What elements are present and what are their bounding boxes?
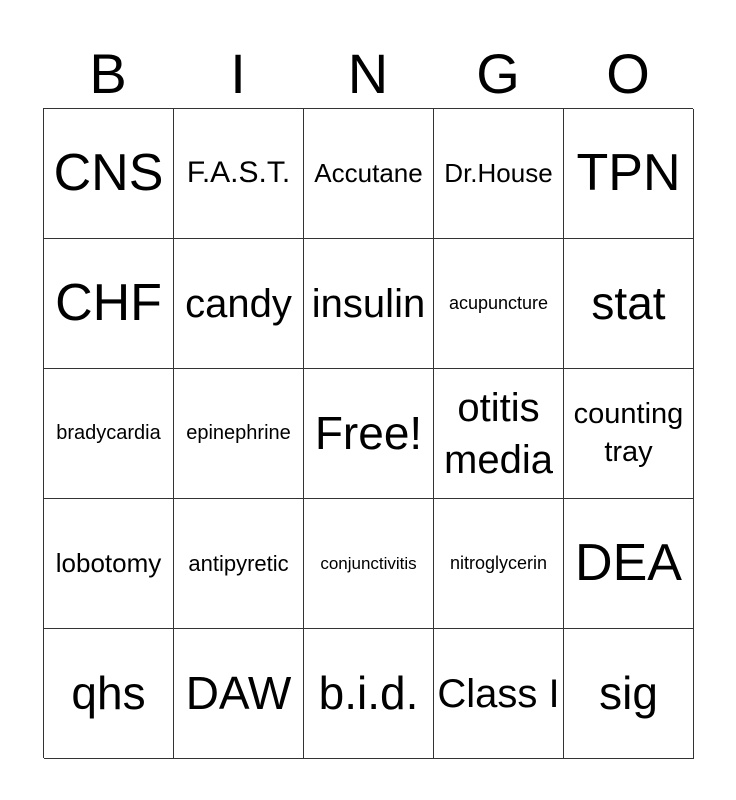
bingo-cell-r5c2[interactable] [174,629,304,759]
header-letter-b: B [89,42,127,105]
cell-text: nitroglycerin [449,553,548,574]
bingo-cell-r5c3[interactable] [304,629,434,759]
bingo-cell-r4c2[interactable] [174,499,304,629]
header-letter-g: G [476,42,520,105]
cell-text: epinephrine [186,422,291,444]
bingo-cell-r4c4[interactable] [434,499,564,629]
bingo-cell-r3c5[interactable] [564,369,694,499]
cell-text: CNS [53,143,164,202]
bingo-cell-r1c5[interactable] [564,109,694,239]
bingo-cell-r4c5[interactable] [564,499,694,629]
cell-text: Dr.House [444,157,553,188]
cell-text: Accutane [314,157,423,188]
bingo-cell-r3c1[interactable] [44,369,174,499]
bingo-cell-r5c5[interactable] [564,629,694,759]
cell-text: qhs [71,667,146,720]
header-letter-n: N [347,42,389,105]
bingo-cell-r2c1[interactable] [44,239,174,369]
cell-text: conjunctivitis [320,553,417,573]
cell-text: DEA [575,533,682,592]
cell-text: counting tray [573,397,684,468]
bingo-cell-r4c1[interactable] [44,499,174,629]
cell-text: F.A.S.T. [186,156,291,190]
cell-text: acupuncture [448,293,549,314]
bingo-board [43,108,693,758]
bingo-cell-r3c4[interactable] [434,369,564,499]
bingo-cell-r2c3[interactable] [304,239,434,369]
bingo-cell-r3c2[interactable] [174,369,304,499]
bingo-cell-r1c2[interactable] [174,109,304,239]
bingo-cell-r3c3[interactable] [304,369,434,499]
cell-text: DAW [185,667,292,720]
cell-text: antipyretic [188,550,289,576]
cell-text: Class I [437,671,560,716]
bingo-cell-r5c1[interactable] [44,629,174,759]
cell-text: bradycardia [56,422,161,444]
cell-text: b.i.d. [318,667,419,720]
cell-text: CHF [55,273,162,332]
header-letter-i: I [230,42,246,105]
bingo-cell-r2c2[interactable] [174,239,304,369]
cell-text: stat [591,277,666,330]
cell-text: TPN [576,143,681,202]
bingo-cell-r2c4[interactable] [434,239,564,369]
cell-text: sig [599,667,658,720]
bingo-cell-r4c3[interactable] [304,499,434,629]
cell-text: candy [185,281,292,326]
bingo-cell-r1c4[interactable] [434,109,564,239]
bingo-cell-r1c3[interactable] [304,109,434,239]
bingo-cell-r2c5[interactable] [564,239,694,369]
cell-text: lobotomy [55,547,162,578]
header-letter-o: O [606,42,650,105]
bingo-cell-r1c1[interactable] [44,109,174,239]
cell-text: insulin [311,281,426,326]
cell-text: otitis media [444,385,553,482]
cell-text: Free! [314,407,423,460]
bingo-header [43,40,693,108]
bingo-cell-r5c4[interactable] [434,629,564,759]
